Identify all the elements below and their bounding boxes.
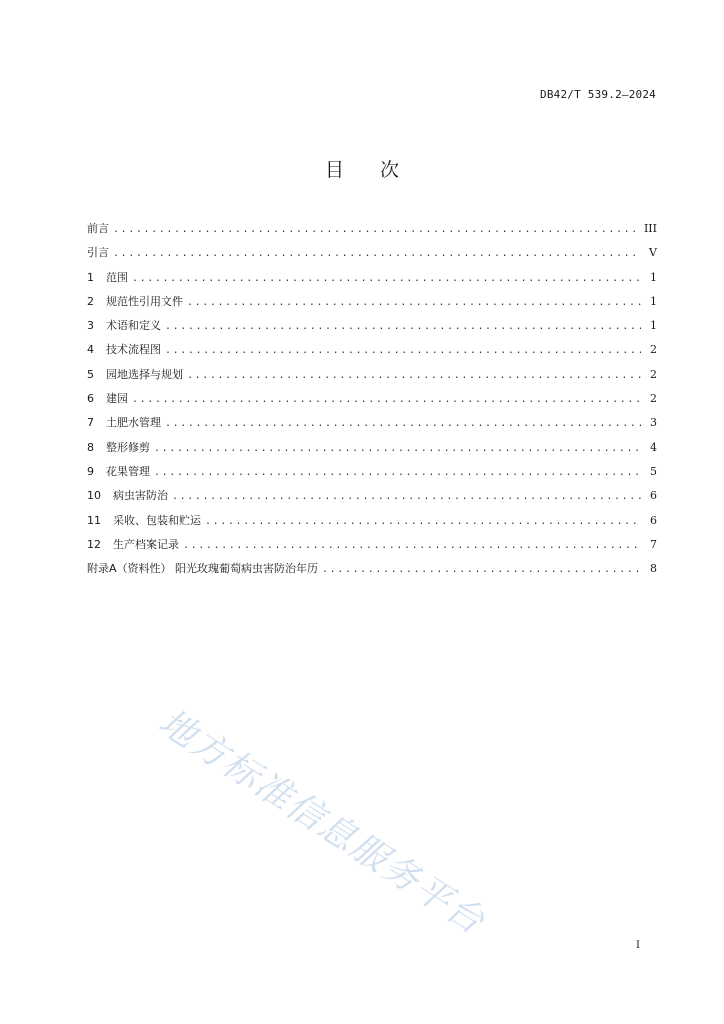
toc-entry[interactable] [87, 366, 657, 390]
toc-entry-title: 采收、包装和贮运 [113, 513, 201, 527]
toc-entry-title: 技术流程图 [106, 343, 161, 357]
toc-entry[interactable] [87, 560, 657, 584]
toc-entry-page: III [643, 222, 657, 235]
toc-entry[interactable] [87, 390, 657, 414]
toc-entry-page: 6 [650, 513, 657, 527]
toc-entry-title: 花果管理 [106, 464, 150, 478]
dot-leader [132, 394, 641, 405]
toc-entry-page: 1 [650, 294, 657, 308]
toc-entry-number: 5 [87, 367, 94, 381]
dot-leader [113, 224, 638, 235]
toc-entry-number: 3 [87, 319, 94, 333]
dot-leader [132, 273, 641, 284]
dot-leader [113, 248, 641, 259]
toc-entry-page: 8 [650, 562, 657, 576]
dot-leader [165, 345, 641, 356]
toc-entry-page: 2 [650, 367, 657, 381]
dot-leader [165, 418, 641, 429]
toc-entry-title: 附录A（资料性） 阳光玫瑰葡萄病虫害防治年历 [87, 562, 319, 576]
toc-entry-page: 1 [650, 319, 657, 333]
toc-entry-title: 范围 [106, 270, 128, 284]
toc-entry-title: 建园 [106, 392, 128, 406]
toc-entry-number: 10 [87, 489, 101, 503]
dot-leader [172, 491, 641, 502]
toc-entry[interactable] [87, 463, 657, 487]
toc-entry-number: 7 [87, 416, 94, 430]
toc-entry-title: 规范性引用文件 [106, 294, 183, 308]
toc-entry-title: 病虫害防治 [113, 489, 168, 503]
dot-leader [154, 467, 641, 478]
toc-entry-title: 术语和定义 [106, 319, 161, 333]
toc-entry-page: 6 [650, 489, 657, 503]
toc-entry-number: 4 [87, 343, 94, 357]
dot-leader [183, 540, 641, 551]
document-code: DB42/T 539.2—2024 [540, 88, 656, 101]
toc-entry-page: 4 [650, 440, 657, 454]
watermark: 地方标准信息服务平台 [151, 701, 493, 944]
dot-leader [322, 564, 641, 575]
toc-entry-title: 引言 [87, 246, 109, 260]
toc-entry-page: 5 [650, 464, 657, 478]
toc-entry[interactable] [87, 293, 657, 317]
toc-entry-title: 前言 [87, 222, 109, 235]
toc-entry-number: 12 [87, 537, 101, 551]
toc-entry-number: 1 [87, 270, 94, 284]
toc-entry-title: 生产档案记录 [113, 537, 179, 551]
toc-entry-number: 2 [87, 294, 94, 308]
table-of-contents [87, 220, 657, 584]
toc-entry[interactable] [87, 487, 657, 511]
toc-entry-page: 2 [650, 392, 657, 406]
toc-entry[interactable] [87, 439, 657, 463]
page-number: I [636, 940, 640, 951]
dot-leader [154, 443, 641, 454]
toc-entry[interactable] [87, 244, 657, 268]
toc-entry[interactable] [87, 536, 657, 560]
title-char-2: 次 [380, 159, 400, 181]
toc-entry-page: 7 [650, 537, 657, 551]
dot-leader [165, 321, 641, 332]
dot-leader [205, 516, 641, 527]
toc-entry[interactable] [87, 269, 657, 293]
toc-entry-number: 9 [87, 464, 94, 478]
toc-entry[interactable] [87, 512, 657, 536]
toc-entry-page: 2 [650, 343, 657, 357]
toc-entry-number: 11 [87, 513, 101, 527]
toc-entry[interactable] [87, 317, 657, 341]
dot-leader [187, 370, 641, 381]
toc-entry-page: V [649, 246, 657, 260]
toc-entry-page: 3 [650, 416, 657, 430]
toc-entry[interactable] [87, 341, 657, 365]
toc-entry-number: 8 [87, 440, 94, 454]
dot-leader [187, 297, 641, 308]
toc-entry[interactable] [87, 220, 657, 244]
toc-entry-page: 1 [650, 270, 657, 284]
toc-entry-number: 6 [87, 392, 94, 406]
toc-entry-title: 整形修剪 [106, 440, 150, 454]
toc-entry[interactable] [87, 414, 657, 438]
toc-entry-title: 园地选择与规划 [106, 367, 183, 381]
toc-entry-title: 土肥水管理 [106, 416, 161, 430]
page-title [0, 155, 724, 182]
title-char-1: 目 [324, 159, 344, 181]
